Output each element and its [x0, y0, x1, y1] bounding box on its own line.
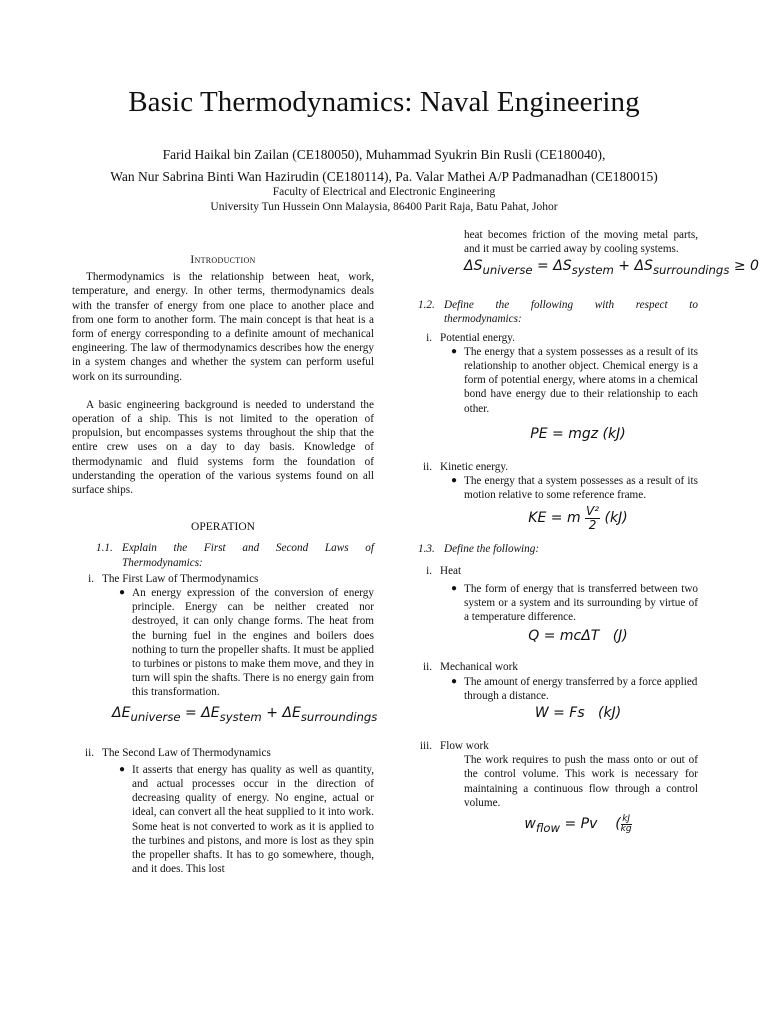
second-law-text-continued: heat becomes friction of the moving metal parts, and it must be carried away by cooling systems.: [464, 229, 698, 256]
kinetic-energy-item: [418, 460, 698, 474]
left-column: [72, 253, 378, 876]
paper-title: Basic Thermodynamics: Naval Engineering: [128, 86, 640, 118]
operation-heading: OPERATION: [191, 521, 255, 534]
roman-numeral: ii.: [422, 460, 432, 473]
potential-energy-text: The energy that a system possesses as a result of its relationship to another object. Chemical energy is a form of potential energy, where atoms in a chemical bond have energy due to their relationship to each other.: [464, 345, 698, 415]
introduction-heading: Introduction: [190, 254, 256, 266]
authors-line-2: Wan Nur Sabrina Binti Wan Hazirudin (CE180114), Pa. Valar Mathei A/P Padmanadhan (CE180015): [110, 169, 658, 184]
second-law-item: [72, 746, 374, 760]
heat-equation: Q = mcΔT (J): [528, 628, 628, 645]
question-text-cont: thermodynamics:: [444, 313, 522, 326]
mechanical-work-title: Mechanical work: [440, 661, 518, 674]
roman-numeral: i.: [426, 564, 432, 577]
roman-numeral: i.: [426, 331, 432, 344]
bullet-icon: ●: [118, 587, 126, 599]
question-text: Define the following with respect to: [444, 299, 698, 312]
flow-work-equation: $w_{flow} = Pv$ ( $\frac{kJ}{kg}$: [524, 813, 632, 835]
potential-energy-bullet: [418, 345, 698, 416]
roman-numeral: iii.: [419, 740, 432, 753]
bullet-icon: ●: [450, 345, 458, 357]
heat-title: Heat: [440, 564, 462, 577]
intro-paragraph-1: Thermodynamics is the relationship between heat, work, temperature, and energy. In other terms, thermodynamics deals with the transfer of energy from one place to another place and from one form to another form. The main concept is that heat is a form of energy corresponding to a definite amount of mechanical engineering. The law of thermodynamics describes how the energy in a system changes and whether the system can perform useful work on its surrounding.: [72, 271, 374, 383]
question-text: Explain the First and Second Laws of: [122, 542, 374, 555]
first-law-title: The First Law of Thermodynamics: [102, 572, 259, 585]
question-number: 1.3.: [418, 543, 435, 556]
mechanical-work-text: The amount of energy transferred by a force applied through a distance.: [464, 675, 698, 702]
first-law-item: [72, 572, 374, 586]
kinetic-energy-title: Kinetic energy.: [440, 460, 509, 473]
authors-line-1: Farid Haikal bin Zailan (CE180050), Muhammad Syukrin Bin Rusli (CE180040),: [162, 147, 606, 162]
faculty-affiliation: Faculty of Electrical and Electronic Engineering: [272, 186, 496, 198]
first-law-bullet: [72, 586, 374, 700]
flow-work-item: [418, 739, 698, 753]
question-1-1: [72, 541, 374, 569]
question-1-3: [418, 542, 698, 556]
bullet-icon: ●: [450, 582, 458, 594]
flow-work-text: The work requires to push the mass onto or out of the control volume. This work is necessary for maintaining a continuous flow through a control volume.: [464, 754, 698, 809]
roman-numeral: i.: [88, 572, 94, 585]
kinetic-energy-text: The energy that a system possesses as a result of its motion relative to some reference frame.: [464, 475, 698, 502]
second-law-bullet: [72, 763, 374, 877]
question-number: 1.1.: [96, 542, 113, 555]
heat-item: [418, 564, 698, 578]
university-affiliation: University Tun Hussein Onn Malaysia, 86400 Parit Raja, Batu Pahat, Johor: [210, 201, 558, 213]
heat-bullet: [418, 582, 698, 625]
question-text-cont: Thermodynamics:: [122, 556, 203, 569]
bullet-icon: ●: [118, 763, 126, 775]
first-law-text: An energy expression of the conversion of energy principle. Energy can be neither created nor destroyed, it can only change forms. The heat from the burning fuel in the engines and boilers does nothing to turn the propeller shafts. It must be applied to turbines or pistons to make them move, and they in turn will spin the shafts. There is no energy gain from this transformation.: [132, 587, 374, 699]
right-column: [418, 228, 759, 838]
question-1-2: [418, 298, 698, 326]
potential-energy-item: [418, 331, 698, 345]
potential-energy-equation: PE = mgz (kJ): [530, 425, 626, 442]
first-law-equation: $\Delta E_{universe} = \Delta E_{system} + \Delta E_{surroundings}$: [112, 704, 378, 724]
question-text: Define the following:: [444, 543, 540, 556]
second-law-title: The Second Law of Thermodynamics: [102, 747, 271, 760]
kinetic-energy-equation: KE = m $\frac{\text{V²}}{2}$ (kJ): [528, 503, 628, 532]
kinetic-energy-bullet: [418, 474, 698, 502]
bullet-icon: ●: [450, 675, 458, 687]
bullet-icon: ●: [450, 475, 458, 487]
second-law-equation: $\Delta S_{universe} = \Delta S_{system} + \Delta S_{surroundings} \ge 0$: [464, 258, 759, 278]
question-number: 1.2.: [418, 299, 435, 312]
intro-paragraph-2: A basic engineering background is needed to understand the operation of a ship. This is not limited to the operation of propulsion, but encompasses systems throughout the ship that the entire crew uses on a day to day basis. Knowledge of thermodynamic and fluid systems form the foundation of understanding the operation of the various systems found on all surface ships.: [72, 398, 374, 497]
second-law-text: It asserts that energy has quality as well as quantity, and actual processes occur in the direction of decreasing quality of energy. No engine, actual or ideal, can convert all the heat supplied to it into work. Some heat is not converted to work as it is applied to the turbines and pistons, and more is lost as they spin the propeller shafts. It has to go somewhere, though, and it does. This lost: [132, 763, 374, 876]
mechanical-work-bullet: [418, 675, 698, 703]
flow-work-title: Flow work: [440, 740, 489, 753]
potential-energy-title: Potential energy.: [440, 331, 515, 344]
roman-numeral: ii.: [84, 747, 94, 760]
mechanical-work-item: [418, 660, 698, 674]
heat-text: The form of energy that is transferred between two system or a system and its surrounding by virtue of a temperature difference.: [464, 582, 698, 624]
roman-numeral: ii.: [422, 661, 432, 674]
mechanical-work-equation: W = Fs (kJ): [534, 705, 622, 722]
